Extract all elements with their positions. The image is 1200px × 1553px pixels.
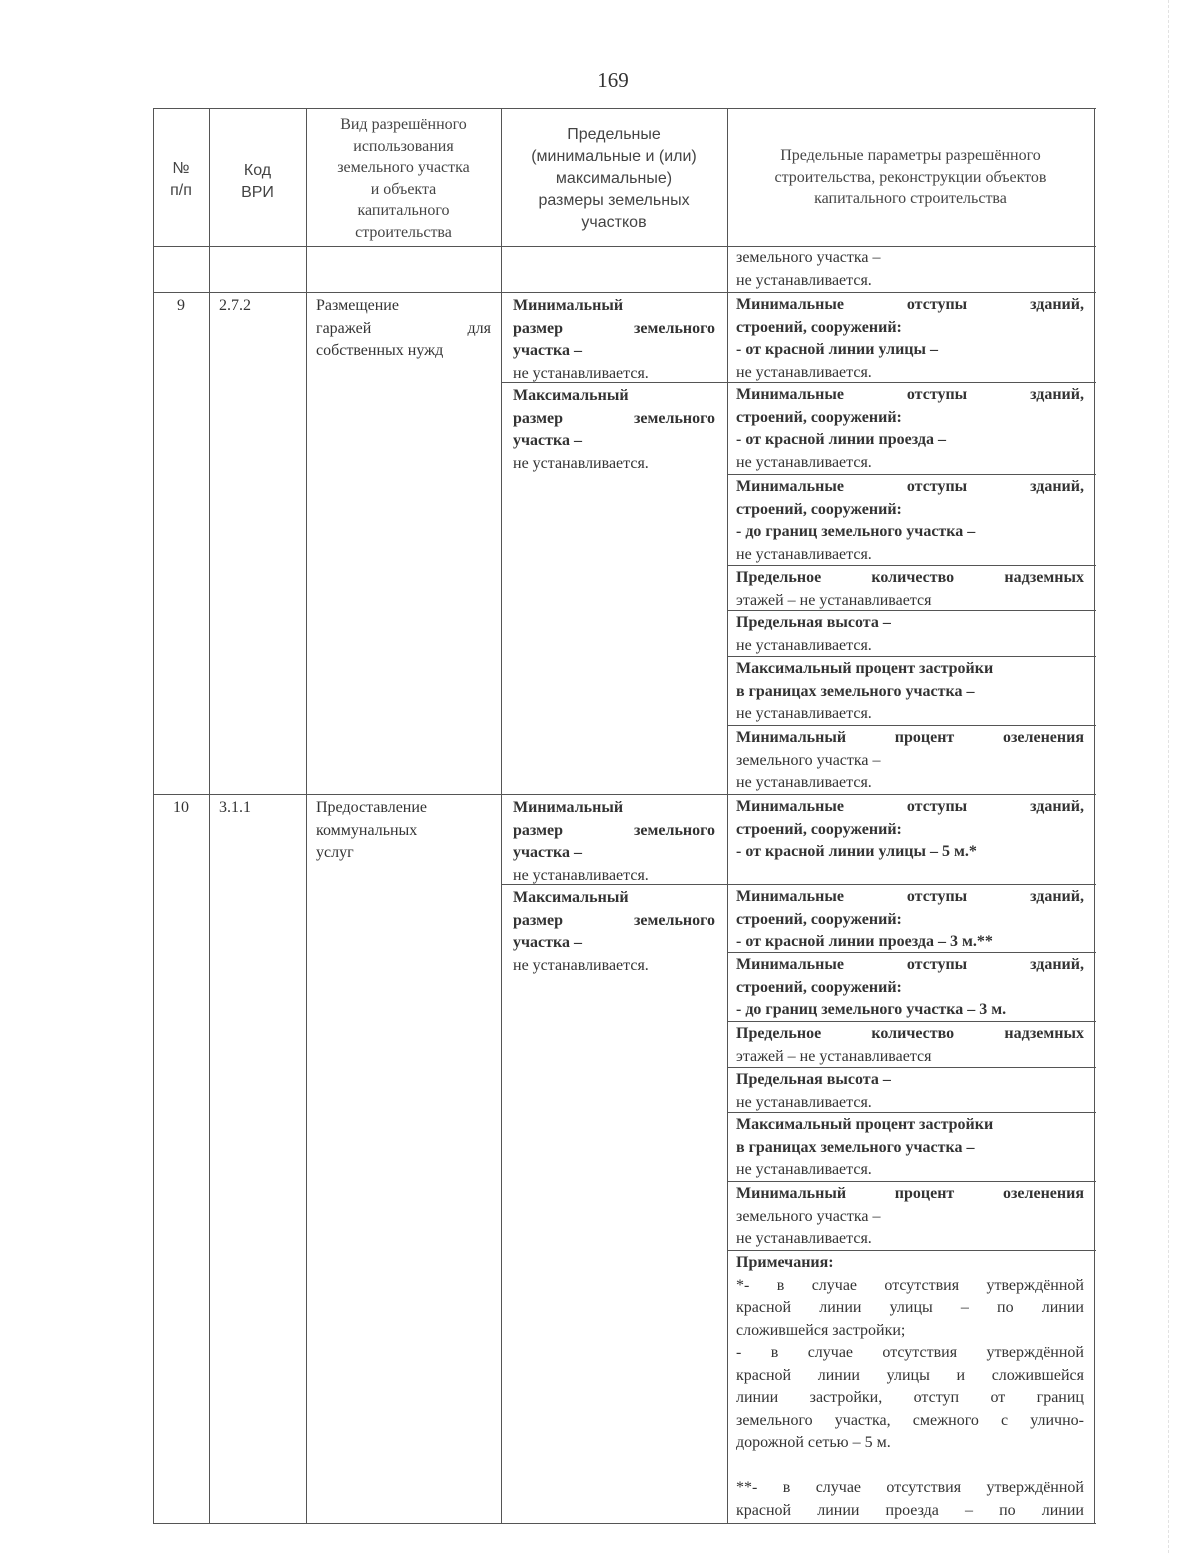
row-number: 9 <box>177 297 185 314</box>
header-col-use-type: Вид разрешённого использования земельного участка и объекта капитального строительства <box>337 116 470 241</box>
min-size-block: Минимальный размер земельного участка – не устанавливается. <box>513 297 715 382</box>
param-build-percent: Максимальный процент застройки в границах земельного участка – не устанавливается. <box>736 1116 994 1178</box>
row-code: 2.7.2 <box>219 297 251 314</box>
max-size-block: Максимальный размер земельного участка – не устанавливается. <box>513 889 715 974</box>
row-use-name: Размещение гаражей для собственных нужд <box>316 297 491 359</box>
param-setback-boundary: Минимальные отступы зданий, строений, сооружений: - до границ земельного участка – 3 м. <box>736 956 1084 1018</box>
param-setback-street: Минимальные отступы зданий, строений, сооружений: - от красной линии улицы – 5 м.* <box>736 798 1084 860</box>
row-use-name: Предоставление коммунальных услуг <box>316 799 428 861</box>
params-divider <box>727 474 1096 475</box>
continuation-param: земельного участка – не устанавливается. <box>736 249 881 289</box>
param-floors: Предельное количество надземных этажей – не устанавливается <box>736 569 1084 609</box>
notes-title: Примечания: <box>736 1254 834 1271</box>
notes-block: Примечания: *- в случае отсутствия утверждённой красной линии улицы – по линии сложившейся застройки; - в случае отсутствия утверждённой красной линии улицы и сложившейся линии застройки, отступ от границ земельного участка, смежного с улично- дорожной сетью – 5 м. **- в случае отсутствия утверждённой красной линии проезда – по линии <box>736 1254 1084 1519</box>
max-size-block: Максимальный размер земельного участка – не устанавливается. <box>513 387 715 472</box>
param-height: Предельная высота – не устанавливается. <box>736 614 891 654</box>
row-divider <box>153 292 1096 293</box>
header-col-code: Код ВРИ <box>241 162 274 201</box>
params-divider <box>727 884 1096 885</box>
param-setback-street: Минимальные отступы зданий, строений, сооружений: - от красной линии улицы – не устанавливается. <box>736 296 1084 381</box>
row-code: 3.1.1 <box>219 799 251 816</box>
table-border-right <box>1094 108 1095 1524</box>
min-size-block: Минимальный размер земельного участка – не устанавливается. <box>513 799 715 884</box>
param-floors: Предельное количество надземных этажей – не устанавливается <box>736 1025 1084 1065</box>
param-height: Предельная высота – не устанавливается. <box>736 1071 891 1111</box>
param-green-percent: Минимальный процент озеленения земельного участка – не устанавливается. <box>736 1185 1084 1247</box>
table-border-top <box>153 108 1096 109</box>
param-setback-driveway: Минимальные отступы зданий, строений, сооружений: - от красной линии проезда – 3 м.** <box>736 888 1084 950</box>
row-number: 10 <box>173 799 189 816</box>
param-build-percent: Максимальный процент застройки в границах земельного участка – не устанавливается. <box>736 660 994 722</box>
page-number: 169 <box>597 68 629 92</box>
param-green-percent: Минимальный процент озеленения земельного участка – не устанавливается. <box>736 729 1084 791</box>
scan-edge-line <box>1168 0 1170 1553</box>
table-divider <box>727 108 728 1524</box>
header-col-sizes: Предельные (минимальные и (или) максимальные) размеры земельных участков <box>531 126 697 231</box>
table-border-bottom <box>153 1523 1096 1524</box>
param-setback-boundary: Минимальные отступы зданий, строений, сооружений: - до границ земельного участка – не устанавливается. <box>736 478 1084 563</box>
table-divider <box>209 108 210 1524</box>
header-col-params: Предельные параметры разрешённого строительства, реконструкции объектов капитального строительства <box>774 147 1047 207</box>
table-divider <box>306 108 307 1524</box>
header-col-number: № п/п <box>170 160 192 199</box>
param-setback-driveway: Минимальные отступы зданий, строений, сооружений: - от красной линии проезда – не устанавливается. <box>736 386 1084 471</box>
table-divider <box>501 108 502 1524</box>
